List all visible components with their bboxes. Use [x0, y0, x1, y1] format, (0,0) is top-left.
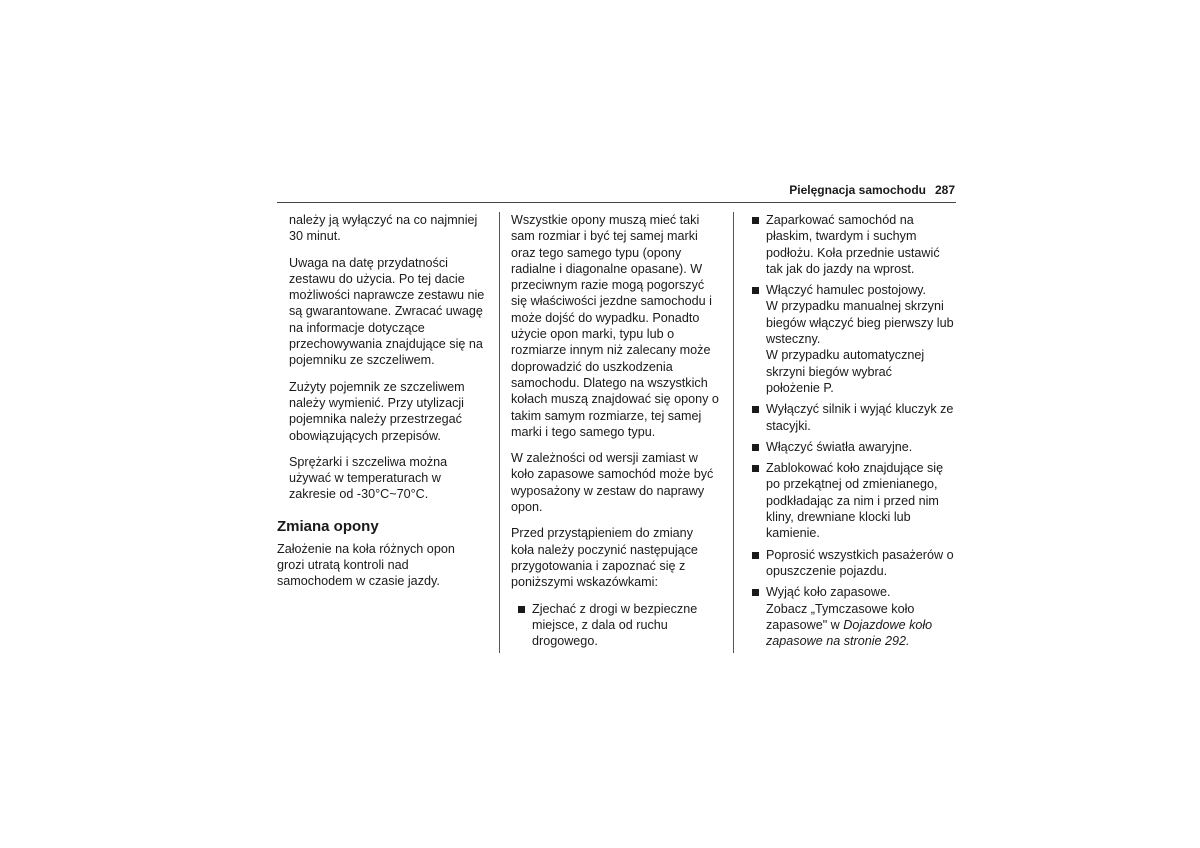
paragraph: Wszystkie opony muszą mieć taki sam rozmiar i być tej samej marki oraz tego samego typu (opony radialne i diagonalne opasane). W przeciwnym razie mogą pogorszyć się właściwości jezdne samochodu i może dojść do wypadku. Ponadto użycie opon marki, typu lub o rozmiarze innym niż zalecany może doprowadzić do uszkodzenia samochodu. Dlatego na wszystkich kołach muszą znajdować się opony o takim samym rozmiarze, tej samej marki i tego samego typu.	[511, 213, 719, 439]
column-divider	[499, 212, 500, 653]
bullet-item: Włączyć światła awaryjne.	[752, 439, 962, 455]
paragraph: Sprężarki i szczeliwa można używać w temperaturach w zakresie od -30°C~70°C.	[289, 454, 448, 502]
square-bullet-icon	[752, 287, 759, 294]
paragraph: Zużyty pojemnik ze szczeliwem należy wymienić. Przy utylizacji pojemnika należy przestrzegać obowiązujących przepisów.	[289, 379, 465, 443]
column-left	[277, 212, 494, 600]
bullet-item: Wyłączyć silnik i wyjąć kluczyk ze stacyjki.	[752, 401, 962, 434]
paragraph: Przed przystąpieniem do zmiany koła należy poczynić następujące przygotowania i zapoznać się z poniższymi wskazówkami:	[511, 526, 698, 590]
square-bullet-icon	[752, 589, 759, 596]
paragraph: Założenie na koła różnych opon grozi utratą kontroli nad samochodem w czasie jazdy.	[277, 541, 455, 589]
square-bullet-icon	[518, 606, 525, 613]
column-divider	[733, 212, 734, 653]
square-bullet-icon	[752, 444, 759, 451]
section-title: Zmiana opony	[277, 517, 379, 535]
square-bullet-icon	[752, 465, 759, 472]
bullet-item: Zjechać z drogi w bezpieczne miejsce, z dala od ruchu drogowego.	[518, 601, 726, 650]
square-bullet-icon	[752, 217, 759, 224]
column-right	[752, 212, 962, 654]
section	[277, 517, 494, 590]
bullet-item: Zaparkować samochód na płaskim, twardym i suchym podłożu. Koła przednie ustawić tak jak do jazdy na wprost.	[752, 212, 962, 277]
cross-reference: zapasowe na stronie 292.	[766, 634, 910, 649]
paragraph: W zależności od wersji zamiast w koło zapasowe samochód może być wyposażony w zestaw do naprawy opon.	[511, 451, 714, 515]
bullet-item: Wyjąć koło zapasowe. Zobacz „Tymczasowe koło zapasowe" w Dojazdowe koło zapasowe na stronie 292.	[752, 584, 962, 649]
page-header	[277, 183, 956, 203]
cross-reference: Dojazdowe koło	[843, 617, 933, 632]
bullet-item: Poprosić wszystkich pasażerów o opuszczenie pojazdu.	[752, 547, 962, 580]
bullet-item: Zablokować koło znajdujące się po przekątnej od zmienianego, podkładając za nim i przed nim kliny, drewniane klocki lub kamienie.	[752, 460, 962, 541]
paragraph: należy ją wyłączyć na co najmniej 30 minut.	[289, 213, 478, 244]
square-bullet-icon	[752, 552, 759, 559]
column-middle	[511, 212, 726, 654]
paragraph: Uwaga na datę przydatności zestawu do użycia. Po tej dacie możliwości naprawcze zestawu nie są gwarantowane. Zwracać uwagę na informacje dotyczące przechowywania znajdujące się na pojemniku ze szczeliwem.	[289, 255, 485, 368]
header-title: Pielęgnacja samochodu	[789, 183, 926, 197]
bullet-item: Włączyć hamulec postojowy. W przypadku manualnej skrzyni biegów włączyć bieg pierwszy lub wsteczny. W przypadku automatycznej skrzyni biegów wybrać położenie P.	[752, 282, 962, 396]
square-bullet-icon	[752, 406, 759, 413]
page-number: 287	[934, 183, 955, 197]
